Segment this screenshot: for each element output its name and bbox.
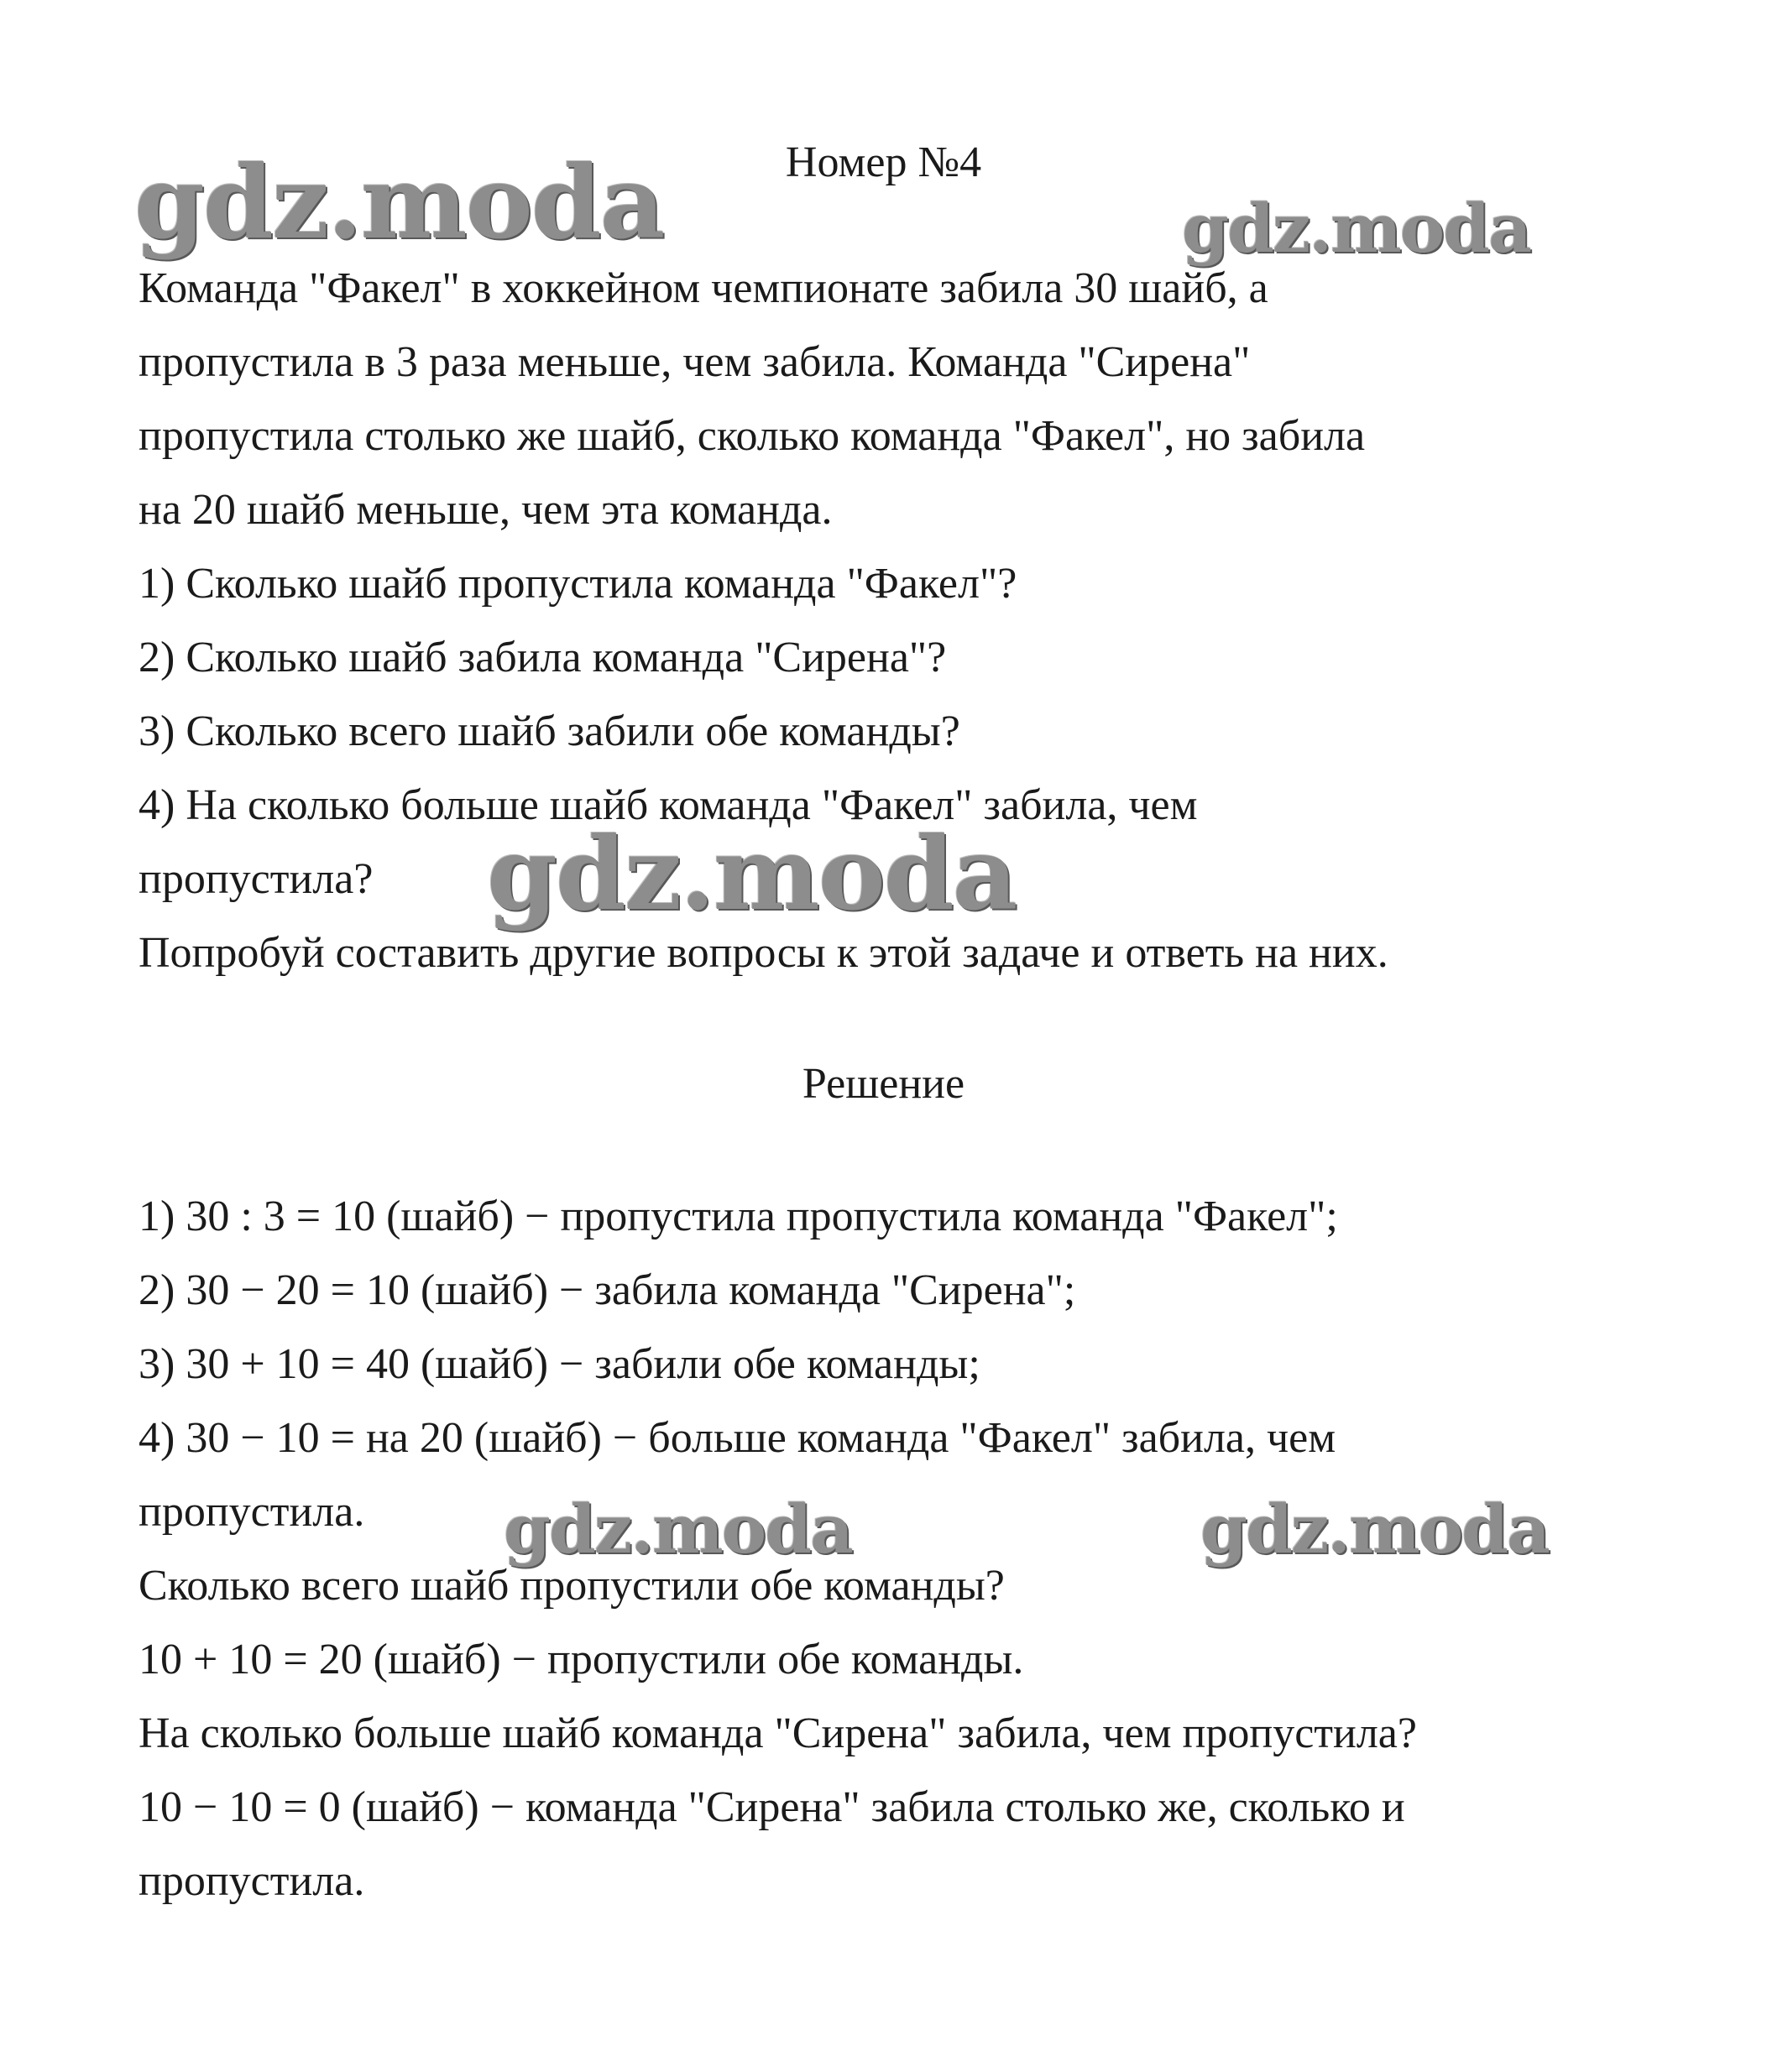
watermark: gdz.moda xyxy=(1200,1490,1549,1568)
task-instruction: Попробуй составить другие вопросы к этой задаче и ответь на них. xyxy=(139,929,1388,977)
question-4-cont: пропустила? xyxy=(139,855,374,903)
page-title: Номер №4 xyxy=(785,138,982,186)
problem-line: пропустила столько же шайб, сколько команда "Факел", но забила xyxy=(139,412,1366,460)
extra-question: Сколько всего шайб пропустили обе команды? xyxy=(139,1562,1005,1610)
watermark: gdz.moda xyxy=(487,815,1017,933)
solution-line: пропустила. xyxy=(139,1488,365,1536)
problem-line: Команда "Факел" в хоккейном чемпионате забила 30 шайб, а xyxy=(139,264,1268,312)
question-2: 2) Сколько шайб забила команда "Сирена"? xyxy=(139,634,947,681)
watermark: gdz.moda xyxy=(1182,189,1530,268)
question-3: 3) Сколько всего шайб забили обе команды? xyxy=(139,707,960,755)
extra-answer-cont: пропустила. xyxy=(139,1857,365,1905)
watermark: gdz.moda xyxy=(134,144,664,262)
solution-heading: Решение xyxy=(802,1060,965,1108)
solution-line: 4) 30 − 10 = на 20 (шайб) − больше команда "Факел" забила, чем xyxy=(139,1414,1336,1462)
extra-answer: 10 − 10 = 0 (шайб) − команда "Сирена" забила столько же, сколько и xyxy=(139,1783,1405,1831)
question-1: 1) Сколько шайб пропустила команда "Факел"? xyxy=(139,560,1017,608)
solution-line: 2) 30 − 20 = 10 (шайб) − забила команда "Сирена"; xyxy=(139,1266,1076,1314)
watermark: gdz.moda xyxy=(504,1490,852,1568)
solution-line: 3) 30 + 10 = 40 (шайб) − забили обе команды; xyxy=(139,1340,980,1388)
extra-question: На сколько больше шайб команда "Сирена" забила, чем пропустила? xyxy=(139,1709,1417,1757)
problem-line: пропустила в 3 раза меньше, чем забила. Команда "Сирена" xyxy=(139,338,1251,386)
solution-line: 1) 30 : 3 = 10 (шайб) − пропустила пропустила команда "Факел"; xyxy=(139,1193,1338,1240)
question-4: 4) На сколько больше шайб команда "Факел" забила, чем xyxy=(139,781,1198,829)
problem-line: на 20 шайб меньше, чем эта команда. xyxy=(139,486,833,534)
extra-answer: 10 + 10 = 20 (шайб) − пропустили обе команды. xyxy=(139,1636,1024,1683)
